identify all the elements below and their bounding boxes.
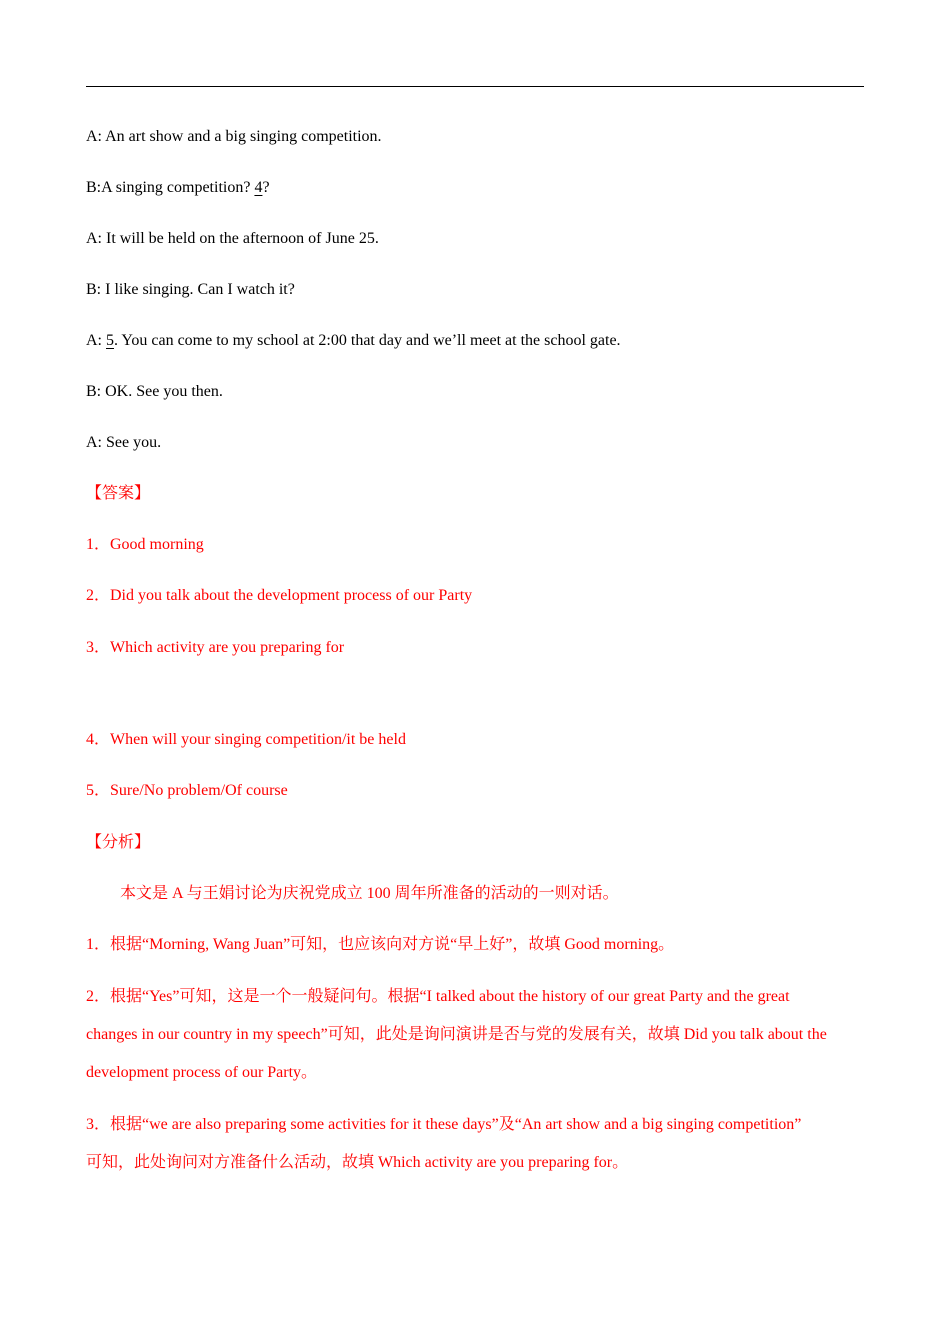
dialogue-line-5-speaker: A: xyxy=(86,332,106,349)
dialogue-line-1: A: An art show and a big singing competition. xyxy=(86,128,382,145)
analysis-heading: 【分析】 xyxy=(86,834,151,851)
analysis-point-2-line-1: 2．根据“Yes”可知，这是一个一般疑问句。根据“I talked about the history of our great Party and the great xyxy=(86,988,790,1005)
blank-5: 5 xyxy=(106,332,114,349)
dialogue-line-6: B: OK. See you then. xyxy=(86,383,223,400)
answer-item-3: 3．Which activity are you preparing for xyxy=(86,639,345,656)
analysis-point-3-line-1: 3．根据“we are also preparing some activities for it these days”及“An art show and a big singing competition” xyxy=(86,1116,802,1133)
dialogue-line-5 xyxy=(86,330,621,352)
analysis-point-2-line-3: development process of our Party。 xyxy=(86,1064,318,1081)
answer-item-5: 5．Sure/No problem/Of course xyxy=(86,782,288,799)
answer-item-1: 1．Good morning xyxy=(86,536,204,553)
dialogue-line-7: A: See you. xyxy=(86,434,162,451)
answer-heading: 【答案】 xyxy=(86,485,151,502)
dialogue-line-4: B: I like singing. Can I watch it? xyxy=(86,281,295,298)
dialogue-line-2-text: B:A singing competition? xyxy=(86,179,255,196)
analysis-point-3-line-2: 可知，此处询问对方准备什么活动，故填 Which activity are you preparing for。 xyxy=(86,1154,629,1171)
dialogue-line-3: A: It will be held on the afternoon of June 25. xyxy=(86,230,379,247)
answer-item-2: 2．Did you talk about the development process of our Party xyxy=(86,587,473,604)
dialogue-line-2 xyxy=(86,177,270,199)
dialogue-line-2-end: ? xyxy=(262,179,270,196)
header-rule xyxy=(86,86,864,87)
analysis-point-2-line-2: changes in our country in my speech”可知，此处是询问演讲是否与党的发展有关，故填 Did you talk about the xyxy=(86,1026,827,1043)
analysis-point-1: 1．根据“Morning, Wang Juan”可知，也应该向对方说“早上好”，故填 Good morning。 xyxy=(86,936,675,953)
analysis-intro: 本文是 A 与王娟讨论为庆祝党成立 100 周年所准备的活动的一则对话。 xyxy=(120,885,619,902)
answer-item-4: 4．When will your singing competition/it be held xyxy=(86,731,406,748)
dialogue-line-5-text: . You can come to my school at 2:00 that day and we’ll meet at the school gate. xyxy=(114,332,621,349)
blank-4: 4 xyxy=(254,179,263,196)
